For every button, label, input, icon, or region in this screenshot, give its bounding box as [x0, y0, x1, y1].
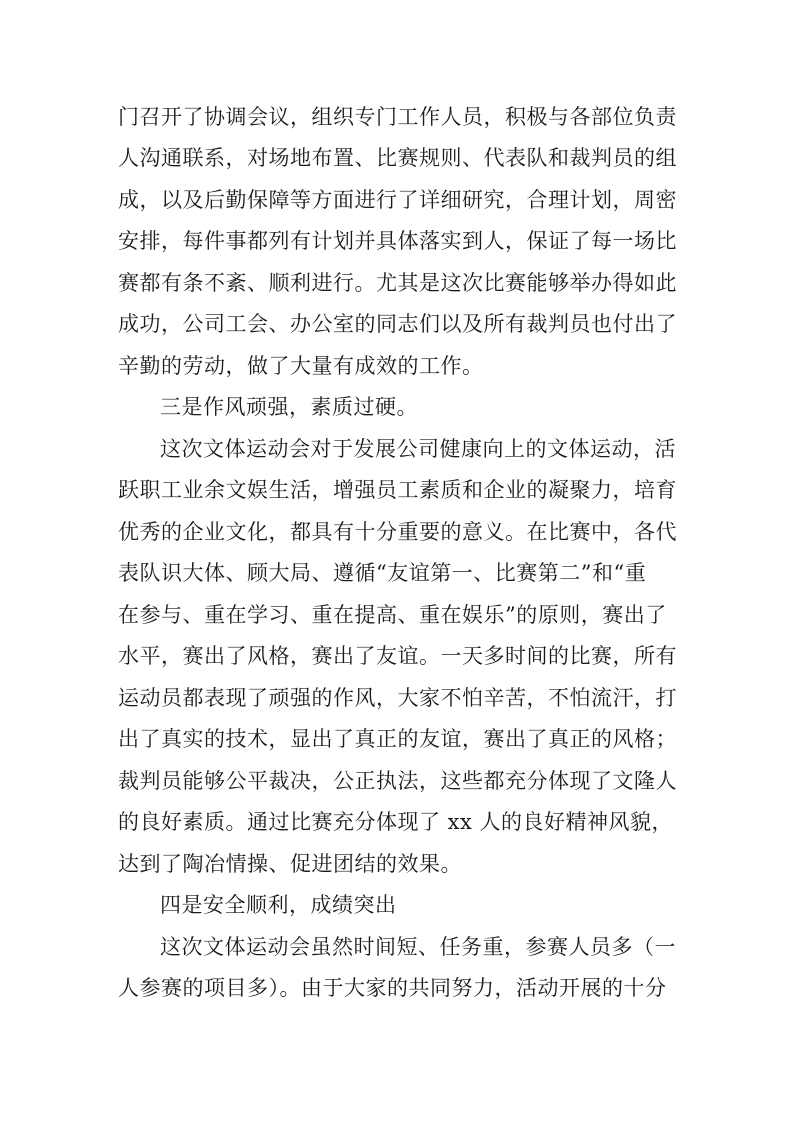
paragraph-line: 出了真实的技术，显出了真正的友谊，赛出了真正的风格； [118, 727, 677, 751]
paragraph-line: 人沟通联系，对场地布置、比赛规则、代表队和裁判员的组 [118, 146, 677, 170]
paragraph-line: 成，以及后勤保障等方面进行了详细研究，合理计划，周密 [118, 188, 677, 212]
paragraph-line: 跃职工业余文娱生活，增强员工素质和企业的凝聚力，培育 [118, 478, 677, 502]
paragraph-line: 人参赛的项目多）。由于大家的共同努力，活动开展的十分 [118, 976, 667, 1000]
paragraph-line: 在参与、重在学习、重在提高、重在娱乐”的原则，赛出了 [118, 603, 667, 627]
paragraph-line: 辛勤的劳动，做了大量有成效的工作。 [118, 354, 484, 378]
paragraph-line: 安排，每件事都列有计划并具体落实到人，保证了每一场比 [118, 229, 677, 253]
paragraph-line: 水平，赛出了风格，赛出了友谊。一天多时间的比赛，所有 [118, 644, 677, 668]
paragraph-line: 的良好素质。通过比赛充分体现了 xx 人的良好精神风貌， [118, 810, 674, 834]
paragraph-line: 达到了陶冶情操、促进团结的效果。 [118, 852, 462, 876]
paragraph-line: 优秀的企业文化，都具有十分重要的意义。在比赛中，各代 [118, 520, 677, 544]
paragraph-line: 成功，公司工会、办公室的同志们以及所有裁判员也付出了 [118, 312, 677, 336]
paragraph-line: 门召开了协调会议，组织专门工作人员，积极与各部位负责 [118, 105, 677, 129]
paragraph-line: 赛都有条不紊、顺利进行。尤其是这次比赛能够举办得如此 [118, 271, 677, 295]
paragraph-line: 这次文体运动会虽然时间短、任务重，参赛人员多（一 [160, 935, 676, 959]
section-heading: 四是安全顺利，成绩突出 [160, 893, 397, 917]
section-heading: 三是作风顽强，素质过硬。 [160, 395, 418, 419]
paragraph-line: 表队识大体、顾大局、遵循“友谊第一、比赛第二”和“重 [118, 561, 647, 585]
paragraph-line: 运动员都表现了顽强的作风，大家不怕辛苦，不怕流汗，打 [118, 686, 677, 710]
paragraph-line: 这次文体运动会对于发展公司健康向上的文体运动，活 [160, 437, 676, 461]
paragraph-line: 裁判员能够公平裁决，公正执法，这些都充分体现了文隆人 [118, 769, 677, 793]
